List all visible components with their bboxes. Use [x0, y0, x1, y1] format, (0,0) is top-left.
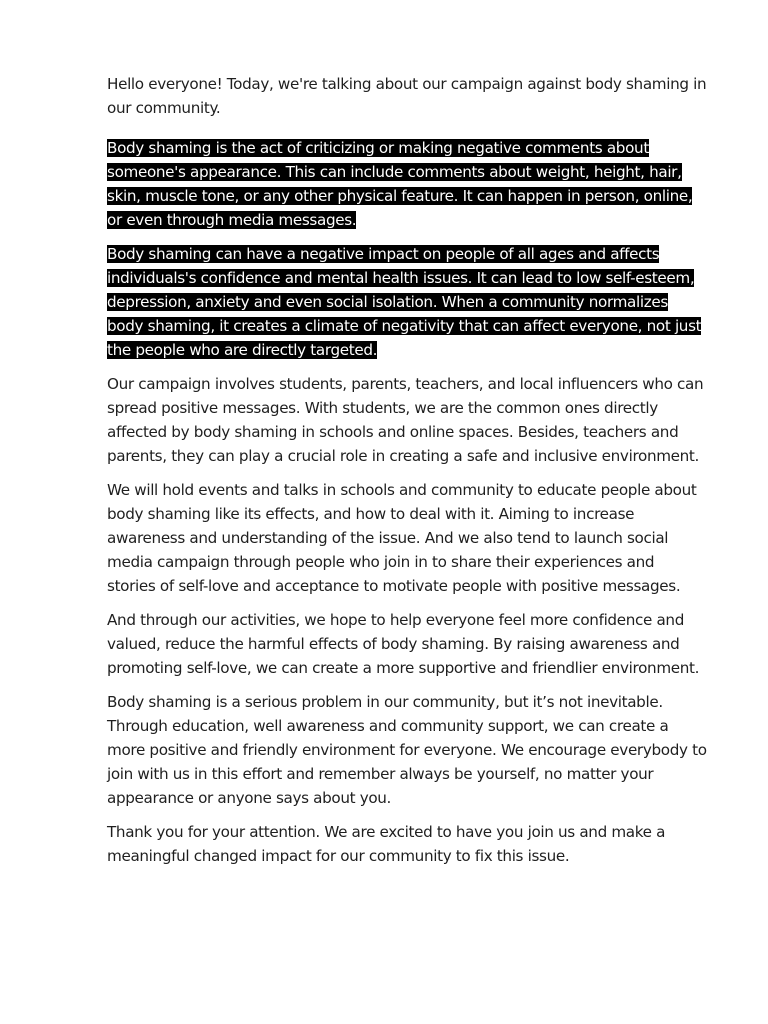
- paragraph-impact: [107, 242, 707, 362]
- selected-text[interactable]: Body shaming can have a negative impact on people of all ages and affects individuals's confidence and mental health issues. It can lead to low self-esteem, depression, anxiety and even social isolation. When a community normalizes body shaming, it creates a climate of negativity that can affect everyone, not just the people who are directly targeted.: [107, 245, 702, 359]
- paragraph-activities: We will hold events and talks in schools and community to educate people about body shaming like its effects, and how to deal with it. Aiming to increase awareness and understanding of the issue. And we also tend to launch social media campaign through people who join in to share their experiences and stories of self-love and acceptance to motivate people with positive messages.: [107, 481, 697, 595]
- document-body: [107, 72, 707, 878]
- paragraph-closing: Thank you for your attention. We are excited to have you join us and make a meaningful changed impact for our community to fix this issue.: [107, 823, 666, 865]
- paragraph-participants: Our campaign involves students, parents, teachers, and local influencers who can spread positive messages. With students, we are the common ones directly affected by body shaming in schools and online spaces. Besides, teachers and parents, they can play a crucial role in creating a safe and inclusive environment.: [107, 375, 704, 465]
- paragraph-conclusion: Body shaming is a serious problem in our community, but it’s not inevitable. Through education, well awareness and community support, we can create a more positive and friendly environment for everyone. We encourage everybody to join with us in this effort and remember always be yourself, no matter your appearance or anyone says about you.: [107, 693, 707, 807]
- paragraph-definition: [107, 136, 707, 232]
- paragraph-goals: And through our activities, we hope to help everyone feel more confidence and valued, reduce the harmful effects of body shaming. By raising awareness and promoting self-love, we can create a more supportive and friendlier environment.: [107, 611, 700, 677]
- selected-text[interactable]: Body shaming is the act of criticizing or making negative comments about someone's appearance. This can include comments about weight, height, hair, skin, muscle tone, or any other physical feature. It can happen in person, online, or even through media messages.: [107, 139, 693, 229]
- paragraph-intro: Hello everyone! Today, we're talking about our campaign against body shaming in our community.: [107, 75, 707, 117]
